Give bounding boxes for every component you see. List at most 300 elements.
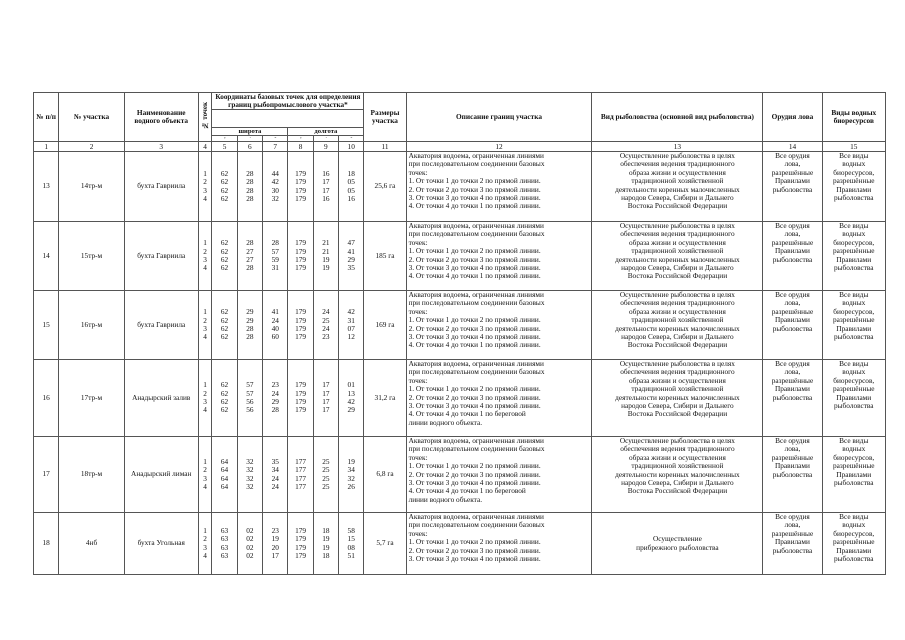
- lat-minutes-line: 28: [246, 324, 254, 333]
- header-species: Виды водных биоресурсов: [822, 93, 885, 142]
- col-number: 12: [406, 142, 592, 152]
- fishing-type-line: традиционной хозяйственной: [631, 176, 724, 186]
- fishing-type-line: образа жизни и осуществления: [628, 306, 726, 316]
- boundary-description-line: Акватория водоема, ограниченная линиями: [408, 359, 544, 368]
- point-number-line: 4: [203, 193, 207, 203]
- lat-degrees-line: 62: [220, 388, 229, 398]
- boundary-description-line: линии водного объекта.: [408, 494, 483, 504]
- lon-seconds-line: 18: [347, 168, 355, 178]
- fishing-type-line: Осуществление рыболовства в целях: [619, 221, 735, 230]
- species: [822, 513, 885, 575]
- species-line: разрешённые: [833, 246, 875, 256]
- lon-minutes: [313, 360, 338, 437]
- plot-size: 169 га: [364, 291, 406, 360]
- lon-seconds-line: 42: [347, 307, 355, 317]
- point-number-line: 4: [203, 332, 207, 342]
- fishing-gear-line: рыболовства: [772, 545, 813, 555]
- lat-seconds-line: 28: [271, 238, 279, 248]
- boundary-description-line: при последовательном соединении базовых: [408, 159, 545, 169]
- lon-seconds: [339, 152, 364, 222]
- lon-seconds-line: 15: [347, 534, 355, 544]
- lon-seconds-line: 12: [347, 332, 355, 342]
- fishing-type-line: прибрежного рыболовства: [636, 542, 719, 552]
- fishing-gear-line: разрешённые: [771, 528, 814, 538]
- fishing-type-line: Осуществление рыболовства в целях: [619, 436, 735, 445]
- boundary-description-line: 4. От точки 4 до точки 1 по прямой линии.: [408, 271, 541, 281]
- col-number: 7: [263, 142, 288, 152]
- lat-seconds-line: 20: [271, 542, 279, 552]
- lat-degrees: [212, 360, 237, 437]
- lat-minutes: [237, 222, 262, 291]
- lat-minutes: [237, 291, 262, 360]
- plot-number: 17тр-м: [59, 360, 124, 437]
- point-number: [198, 513, 212, 575]
- lon-degrees-line: 179: [295, 238, 307, 248]
- lat-minutes-line: 32: [246, 465, 254, 475]
- lat-minutes-line: 57: [246, 388, 254, 398]
- fishing-type-line: Востока Российской Федерации: [627, 340, 728, 350]
- boundary-description-line: 3. От точки 3 до точки 4 по прямой линии.: [408, 401, 541, 411]
- table-row: [34, 437, 886, 513]
- fishing-gear-line: Правилами: [775, 176, 810, 186]
- boundary-description-line: точек:: [408, 306, 428, 316]
- species-line: водных: [842, 520, 866, 530]
- species-line: биоресурсов,: [833, 375, 875, 385]
- lat-degrees-line: 62: [220, 332, 229, 342]
- lon-minutes-line: 17: [322, 177, 330, 187]
- lat-seconds-line: 24: [271, 315, 279, 325]
- lat-seconds-line: 23: [271, 525, 279, 535]
- boundary-description: [406, 152, 592, 222]
- boundary-description-line: 4. От точки 4 до точки 1 по береговой: [408, 409, 526, 419]
- fishing-type-line: деятельности коренных малочисленных: [615, 184, 740, 194]
- boundary-description: [406, 291, 592, 360]
- lat-degrees-line: 62: [220, 315, 229, 325]
- fishing-gear-line: лова,: [784, 520, 801, 530]
- lat-minutes-line: 28: [246, 168, 254, 178]
- fishing-gear: [763, 222, 822, 291]
- col-number: 4: [198, 142, 212, 152]
- lat-seconds-line: 29: [271, 397, 279, 406]
- species-line: водных: [842, 229, 866, 239]
- fishing-gear-line: Все орудия: [775, 221, 810, 230]
- lon-minutes-line: 21: [322, 238, 330, 248]
- boundary-description: [406, 360, 592, 437]
- fishing-gear-line: лова,: [784, 444, 801, 454]
- lon-seconds-line: 05: [347, 177, 355, 187]
- fishing-type-line: обеспечения ведения традиционного: [620, 229, 735, 239]
- species-line: Правилами: [836, 392, 872, 402]
- fishing-type: [592, 291, 763, 360]
- table-row: [34, 152, 886, 222]
- fishing-gear-line: Правилами: [775, 384, 810, 394]
- fishing-type-line: обеспечения ведения традиционного: [620, 159, 735, 169]
- species: [822, 360, 885, 437]
- boundary-description-line: при последовательном соединении базовых: [408, 444, 545, 454]
- boundary-description-line: 2. От точки 2 до точки 3 по прямой линии.: [408, 392, 541, 402]
- header-plot-number: № участка: [59, 93, 124, 142]
- species: [822, 152, 885, 222]
- boundary-description-line: 1. От точки 1 до точки 2 по прямой линии.: [408, 461, 541, 471]
- boundary-description-line: 1. От точки 1 до точки 2 по прямой линии.: [408, 537, 541, 547]
- species: [822, 437, 885, 513]
- lon-minutes-line: 16: [322, 168, 330, 178]
- lon-degrees-line: 179: [295, 193, 307, 203]
- lon-seconds-line: 58: [347, 525, 355, 535]
- point-number-line: 2: [203, 246, 207, 256]
- header-points: № точек: [198, 93, 212, 142]
- species-line: разрешённые: [833, 315, 875, 325]
- lon-degrees-line: 179: [295, 307, 307, 317]
- lat-seconds-line: 19: [271, 534, 279, 544]
- lon-degrees-line: 179: [295, 255, 307, 264]
- species-line: Правилами: [836, 545, 872, 555]
- fishing-gear-line: разрешённые: [771, 452, 814, 462]
- point-number-line: 3: [203, 255, 207, 264]
- lon-degrees: [288, 513, 313, 575]
- boundary-description-line: Акватория водоема, ограниченная линиями: [408, 290, 544, 299]
- row-number: 14: [34, 222, 59, 291]
- plot-size: 6,8 га: [364, 437, 406, 513]
- lat-seconds-line: 28: [271, 405, 279, 415]
- point-number: [198, 222, 212, 291]
- fishing-gear-line: Все орудия: [775, 359, 810, 368]
- col-number: 14: [763, 142, 822, 152]
- lon-minutes-line: 19: [322, 255, 330, 264]
- lon-minutes-line: 19: [322, 534, 330, 544]
- boundary-description-line: Акватория водоема, ограниченная линиями: [408, 512, 544, 521]
- species-line: разрешённые: [833, 176, 875, 186]
- lat-minutes-line: 29: [246, 315, 254, 325]
- col-number: 6: [237, 142, 262, 152]
- lat-seconds-line: 34: [271, 465, 279, 475]
- lat-seconds: [263, 360, 288, 437]
- lat-degrees-line: 62: [220, 405, 229, 415]
- point-number-line: 4: [203, 405, 207, 415]
- fishing-gear-line: разрешённые: [771, 306, 814, 316]
- lat-degrees: [212, 152, 237, 222]
- lat-seconds-line: 60: [271, 332, 279, 342]
- fishing-plots-table: [33, 92, 886, 575]
- header-water-body: Наименование водного объекта: [124, 93, 198, 142]
- water-body: Анадырский лиман: [124, 437, 198, 513]
- lon-degrees-line: 179: [295, 397, 307, 406]
- fishing-type: [592, 360, 763, 437]
- point-number-line: 1: [203, 238, 207, 248]
- boundary-description-line: 4. От точки 4 до точки 1 по прямой линии.: [408, 201, 541, 211]
- lon-minutes-line: 24: [322, 307, 330, 317]
- lat-minutes-line: 32: [246, 481, 254, 491]
- lat-degrees-line: 62: [220, 185, 229, 195]
- header-lat-deg: °: [212, 136, 237, 142]
- row-number: 16: [34, 360, 59, 437]
- row-number: 17: [34, 437, 59, 513]
- lat-minutes-line: 02: [246, 525, 254, 535]
- lat-minutes-line: 29: [246, 307, 254, 317]
- lat-degrees-line: 62: [220, 246, 229, 256]
- boundary-description-line: 3. От точки 3 до точки 4 по прямой линии.: [408, 554, 541, 564]
- lon-seconds: [339, 291, 364, 360]
- lon-minutes-line: 25: [322, 456, 330, 466]
- lon-seconds-line: 07: [347, 324, 355, 333]
- lon-minutes-line: 25: [322, 465, 330, 475]
- lat-minutes-line: 32: [246, 456, 254, 466]
- header-lon-sec: ": [339, 136, 364, 142]
- plot-number: 16тр-м: [59, 291, 124, 360]
- species-line: Все виды: [839, 221, 869, 230]
- fishing-gear-line: разрешённые: [771, 375, 814, 385]
- header-size: Размеры участка: [364, 93, 406, 142]
- lon-degrees: [288, 360, 313, 437]
- lat-minutes: [237, 152, 262, 222]
- col-number: 15: [822, 142, 885, 152]
- fishing-type-line: народов Севера, Сибири и Дальнего: [621, 193, 734, 203]
- lon-degrees: [288, 152, 313, 222]
- header-coordinates: Координаты базовых точек для определения границ рыбопромыслового участка*: [212, 93, 364, 110]
- lat-degrees-line: 64: [220, 481, 229, 491]
- species-line: Все виды: [839, 512, 869, 521]
- fishing-gear-line: Все орудия: [775, 512, 810, 521]
- lon-minutes-line: 17: [322, 380, 330, 390]
- fishing-type-line: образа жизни и осуществления: [628, 237, 726, 247]
- boundary-description: [406, 222, 592, 291]
- lat-minutes-line: 02: [246, 534, 254, 544]
- fishing-gear-line: Все орудия: [775, 290, 810, 299]
- lon-minutes-line: 17: [322, 405, 330, 415]
- fishing-gear-line: рыболовства: [772, 323, 813, 333]
- header-lon-min: ': [313, 136, 338, 142]
- row-number: 18: [34, 513, 59, 575]
- fishing-gear-line: лова,: [784, 298, 801, 308]
- fishing-type-line: традиционной хозяйственной: [631, 315, 724, 325]
- table-row: [34, 360, 886, 437]
- lon-seconds-line: 42: [347, 397, 355, 406]
- lon-minutes: [313, 513, 338, 575]
- lat-minutes: [237, 437, 262, 513]
- fishing-gear-line: рыболовства: [772, 469, 813, 479]
- lon-minutes-line: 17: [322, 388, 330, 398]
- header-gear: Орудия лова: [763, 93, 822, 142]
- lat-seconds-line: 44: [271, 168, 279, 178]
- lon-seconds-line: 01: [347, 380, 355, 390]
- species-line: Правилами: [836, 254, 872, 264]
- water-body: бухта Гавриила: [124, 291, 198, 360]
- boundary-description-line: при последовательном соединении базовых: [408, 367, 545, 377]
- fishing-type-line: Осуществление рыболовства в целях: [619, 359, 735, 368]
- col-number: 13: [592, 142, 763, 152]
- species-line: Все виды: [839, 359, 869, 368]
- point-number-line: 4: [203, 481, 207, 491]
- fishing-gear-line: рыболовства: [772, 184, 813, 194]
- lon-degrees-line: 179: [295, 525, 307, 535]
- lon-minutes-line: 25: [322, 473, 330, 483]
- lat-degrees: [212, 437, 237, 513]
- fishing-type: [592, 513, 763, 575]
- boundary-description-line: при последовательном соединении базовых: [408, 298, 545, 308]
- lat-minutes-line: 28: [246, 193, 254, 203]
- point-number-line: 2: [203, 177, 207, 187]
- plot-number: 14тр-м: [59, 152, 124, 222]
- species-line: водных: [842, 367, 866, 377]
- species-line: рыболовства: [834, 478, 874, 488]
- lon-seconds-line: 51: [347, 550, 355, 560]
- lat-seconds-line: 31: [271, 263, 279, 273]
- lon-seconds-line: 35: [347, 263, 355, 273]
- boundary-description-line: 2. От точки 2 до точки 3 по прямой линии.: [408, 184, 541, 194]
- lat-minutes-line: 28: [246, 238, 254, 248]
- fishing-type-line: обеспечения ведения традиционного: [620, 444, 735, 454]
- fishing-gear-line: разрешённые: [771, 167, 814, 177]
- boundary-description-line: точек:: [408, 167, 428, 177]
- lon-degrees-line: 179: [295, 405, 307, 415]
- lon-degrees-line: 177: [295, 481, 307, 491]
- fishing-type-line: Востока Российской Федерации: [627, 271, 728, 281]
- boundary-description-line: Акватория водоема, ограниченная линиями: [408, 221, 544, 230]
- lon-seconds: [339, 222, 364, 291]
- col-number: 3: [124, 142, 198, 152]
- species-line: Все виды: [839, 290, 869, 299]
- point-number-line: 1: [203, 525, 207, 535]
- point-number-line: 3: [203, 473, 207, 483]
- fishing-type-line: обеспечения ведения традиционного: [620, 367, 735, 377]
- lon-minutes-line: 21: [322, 246, 330, 256]
- fishing-type-line: Востока Российской Федерации: [627, 409, 728, 419]
- point-number-line: 4: [203, 550, 207, 560]
- point-number-line: 1: [203, 307, 207, 317]
- lat-degrees-line: 62: [220, 238, 229, 248]
- lon-degrees-line: 179: [295, 534, 307, 544]
- lat-minutes-line: 32: [246, 473, 254, 483]
- fishing-type-line: Осуществление рыболовства в целях: [619, 151, 735, 160]
- lon-seconds-line: 29: [347, 255, 355, 264]
- water-body: Анадырский залив: [124, 360, 198, 437]
- header-longitude: долгота: [288, 128, 364, 136]
- lat-degrees-line: 63: [220, 550, 229, 560]
- point-number-line: 1: [203, 168, 207, 178]
- plot-number: 18тр-м: [59, 437, 124, 513]
- boundary-description-line: 4. От точки 4 до точки 1 по прямой линии.: [408, 340, 541, 350]
- point-number-line: 1: [203, 380, 207, 390]
- lon-degrees-line: 179: [295, 246, 307, 256]
- species-line: разрешённые: [833, 461, 875, 471]
- fishing-type: [592, 222, 763, 291]
- boundary-description-line: при последовательном соединении базовых: [408, 229, 545, 239]
- species-line: рыболовства: [834, 193, 874, 203]
- col-number: 2: [59, 142, 124, 152]
- lat-minutes-line: 28: [246, 263, 254, 273]
- header-lat-sec: ": [263, 136, 288, 142]
- lat-seconds: [263, 437, 288, 513]
- column-number-row: [34, 142, 886, 152]
- fishing-gear-line: Правилами: [775, 246, 810, 256]
- fishing-gear: [763, 291, 822, 360]
- fishing-gear-line: рыболовства: [772, 392, 813, 402]
- lat-minutes-line: 56: [246, 397, 254, 406]
- lon-degrees-line: 179: [295, 380, 307, 390]
- lat-degrees-line: 62: [220, 307, 229, 317]
- lon-minutes: [313, 437, 338, 513]
- fishing-type-line: деятельности коренных малочисленных: [615, 254, 740, 264]
- species-line: биоресурсов,: [833, 528, 875, 538]
- header-lon-deg: °: [288, 136, 313, 142]
- lon-seconds-line: 32: [347, 473, 355, 483]
- fishing-gear-line: разрешённые: [771, 237, 814, 247]
- lat-seconds-line: 57: [271, 246, 279, 256]
- boundary-description-line: 2. От точки 2 до точки 3 по прямой линии.: [408, 545, 541, 555]
- plot-size: 185 га: [364, 222, 406, 291]
- fishing-type-line: деятельности коренных малочисленных: [615, 323, 740, 333]
- lon-seconds-line: 13: [347, 388, 355, 398]
- fishing-gear: [763, 437, 822, 513]
- lon-degrees-line: 179: [295, 315, 307, 325]
- fishing-type: [592, 437, 763, 513]
- fishing-type: [592, 152, 763, 222]
- lon-minutes: [313, 222, 338, 291]
- lon-degrees-line: 179: [295, 324, 307, 333]
- lat-degrees: [212, 222, 237, 291]
- fishing-type-line: Осуществление: [653, 534, 702, 544]
- lat-degrees: [212, 291, 237, 360]
- lon-degrees-line: 179: [295, 263, 307, 273]
- point-number: [198, 437, 212, 513]
- lon-seconds-line: 29: [347, 405, 355, 415]
- lon-seconds: [339, 437, 364, 513]
- boundary-description-line: точек:: [408, 375, 428, 385]
- lon-minutes-line: 25: [322, 481, 330, 491]
- boundary-description-line: 4. От точки 4 до точки 1 по береговой: [408, 486, 526, 496]
- lat-degrees-line: 62: [220, 380, 229, 390]
- lon-degrees-line: 179: [295, 168, 307, 178]
- lat-seconds-line: 23: [271, 380, 279, 390]
- lon-degrees-line: 179: [295, 332, 307, 342]
- fishing-type-line: традиционной хозяйственной: [631, 384, 724, 394]
- water-body: бухта Гавриила: [124, 222, 198, 291]
- lat-minutes-line: 27: [246, 255, 254, 264]
- lat-degrees-line: 63: [220, 525, 229, 535]
- lon-seconds-line: 41: [347, 246, 355, 256]
- header-latitude: широта: [212, 128, 288, 136]
- lat-degrees-line: 62: [220, 324, 229, 333]
- species-line: биоресурсов,: [833, 306, 875, 316]
- fishing-gear-line: Правилами: [775, 537, 810, 547]
- boundary-description-line: Акватория водоема, ограниченная линиями: [408, 151, 544, 160]
- boundary-description-line: 2. От точки 2 до точки 3 по прямой линии.: [408, 323, 541, 333]
- lat-minutes-line: 02: [246, 550, 254, 560]
- lon-minutes-line: 24: [322, 324, 330, 333]
- boundary-description: [406, 437, 592, 513]
- lat-seconds-line: 17: [271, 550, 279, 560]
- lon-degrees-line: 179: [295, 550, 307, 560]
- fishing-type-line: народов Севера, Сибири и Дальнего: [621, 478, 734, 488]
- lon-minutes-line: 19: [322, 542, 330, 552]
- lon-degrees-line: 179: [295, 185, 307, 195]
- lon-degrees: [288, 222, 313, 291]
- species: [822, 222, 885, 291]
- boundary-description-line: 3. От точки 3 до точки 4 по прямой линии.: [408, 193, 541, 203]
- lat-seconds-line: 40: [271, 324, 279, 333]
- lon-seconds-line: 26: [347, 481, 355, 491]
- lat-seconds: [263, 291, 288, 360]
- point-number-line: 3: [203, 542, 207, 552]
- lat-seconds: [263, 152, 288, 222]
- boundary-description-line: 1. От точки 1 до точки 2 по прямой линии.: [408, 384, 541, 394]
- species-line: рыболовства: [834, 332, 874, 342]
- lon-minutes-line: 16: [322, 193, 330, 203]
- point-number-line: 2: [203, 315, 207, 325]
- fishing-type-line: народов Севера, Сибири и Дальнего: [621, 401, 734, 411]
- table-row: [34, 513, 886, 575]
- lon-minutes-line: 17: [322, 185, 330, 195]
